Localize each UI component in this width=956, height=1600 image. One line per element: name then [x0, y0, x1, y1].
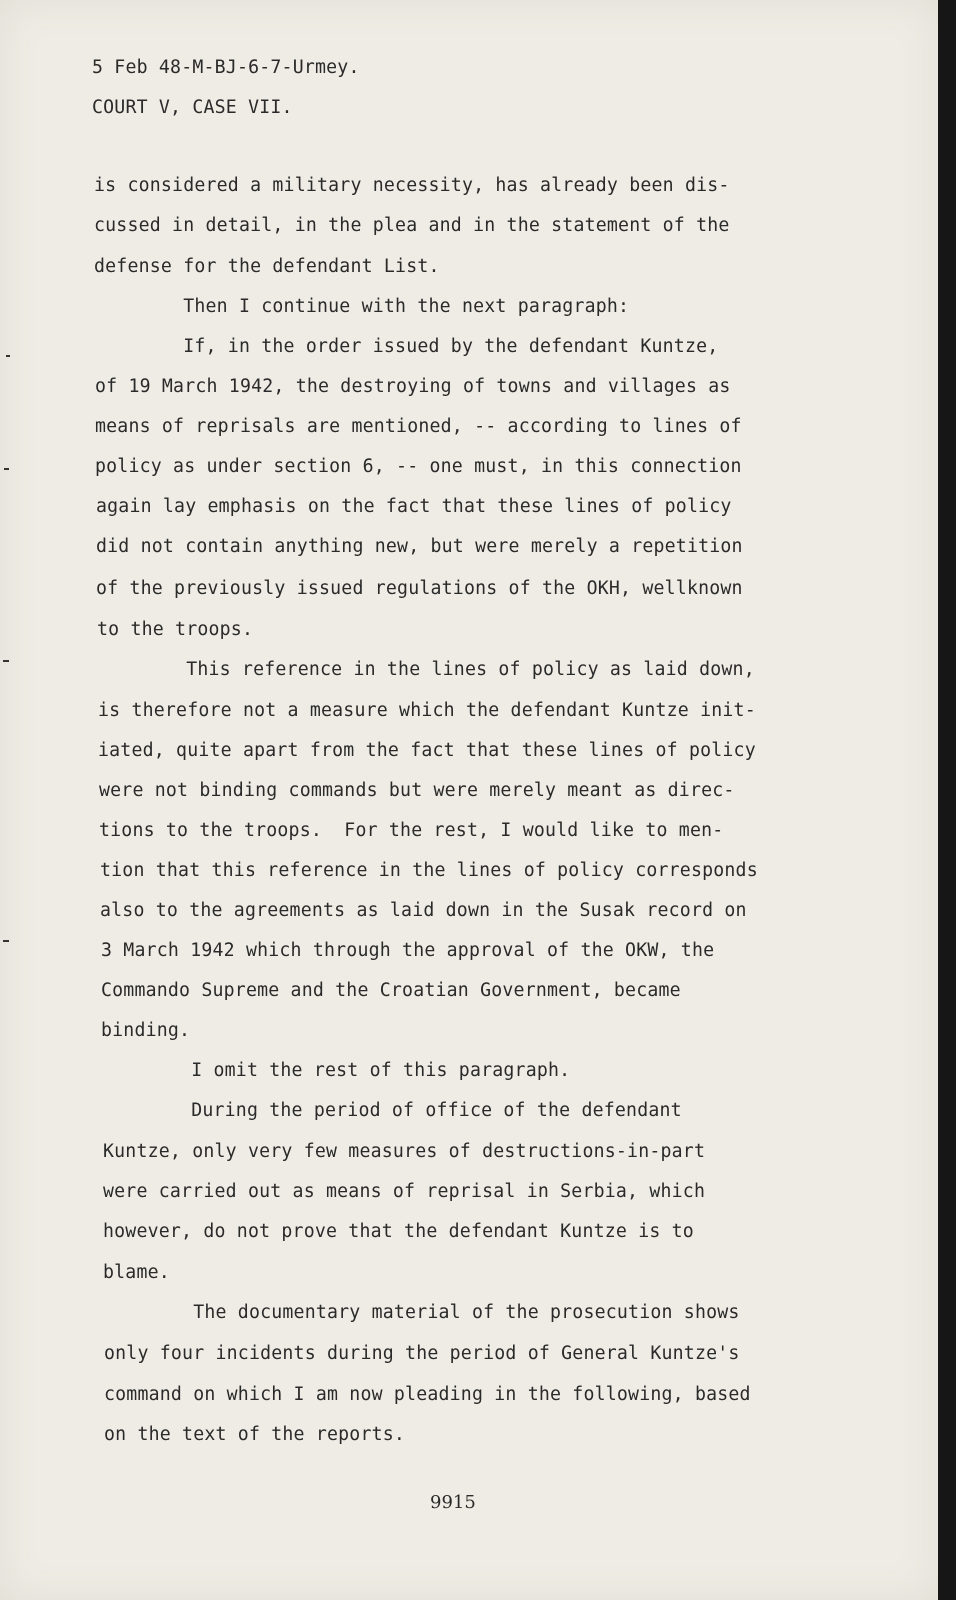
body-line: This reference in the lines of policy as laid down, — [97, 659, 755, 680]
body-line: defense for the defendant List. — [94, 256, 440, 277]
body-line: command on which I am now pleading in the following, based — [104, 1384, 751, 1405]
body-line: were carried out as means of reprisal in Serbia, which — [103, 1181, 706, 1202]
body-line: of the previously issued regulations of the OKH, wellknown — [96, 578, 743, 599]
body-line: however, do not prove that the defendant Kuntze is to — [103, 1221, 694, 1242]
body-line: I omit the rest of this paragraph. — [102, 1060, 571, 1081]
body-line: means of reprisals are mentioned, -- according to lines of — [95, 416, 742, 437]
body-line: only four incidents during the period of General Kuntze's — [104, 1343, 740, 1364]
margin-mark — [6, 355, 10, 357]
body-line: Commando Supreme and the Croatian Government, became — [101, 980, 681, 1001]
body-line: Then I continue with the next paragraph: — [94, 296, 630, 317]
scan-edge — [938, 0, 956, 1600]
body-line: During the period of office of the defendant — [102, 1100, 682, 1121]
court-case-line: COURT V, CASE VII. — [92, 97, 293, 118]
body-line: did not contain anything new, but were merely a repetition — [96, 536, 743, 557]
body-line: were not binding commands but were merely meant as direc- — [99, 780, 735, 801]
body-line: If, in the order issued by the defendant Kuntze, — [94, 336, 719, 357]
body-line: cussed in detail, in the plea and in the statement of the — [94, 215, 730, 236]
margin-mark — [3, 660, 9, 662]
reference-line: 5 Feb 48-M-BJ-6-7-Urmey. — [92, 57, 360, 78]
body-line: again lay emphasis on the fact that these lines of policy — [96, 496, 732, 517]
body-line: iated, quite apart from the fact that these lines of policy — [98, 740, 756, 761]
body-line: tion that this reference in the lines of policy corresponds — [100, 860, 758, 881]
body-line: is therefore not a measure which the defendant Kuntze init- — [98, 700, 756, 721]
body-line: binding. — [101, 1020, 191, 1041]
body-line: Kuntze, only very few measures of destructions-in-part — [103, 1141, 706, 1162]
page-number: 9915 — [430, 1492, 476, 1513]
body-line: also to the agreements as laid down in the Susak record on — [100, 900, 747, 921]
body-line: on the text of the reports. — [104, 1424, 406, 1445]
body-line: of 19 March 1942, the destroying of towns and villages as — [95, 376, 731, 397]
body-line: to the troops. — [97, 619, 254, 640]
margin-mark — [3, 940, 9, 942]
body-line: blame. — [103, 1262, 170, 1283]
body-line: 3 March 1942 which through the approval of the OKW, the — [101, 940, 715, 961]
body-line: policy as under section 6, -- one must, in this connection — [95, 456, 742, 477]
margin-mark — [4, 468, 9, 470]
body-line: tions to the troops. For the rest, I would like to men- — [99, 820, 724, 841]
body-line: is considered a military necessity, has already been dis- — [94, 175, 730, 196]
body-line: The documentary material of the prosecution shows — [104, 1302, 740, 1323]
